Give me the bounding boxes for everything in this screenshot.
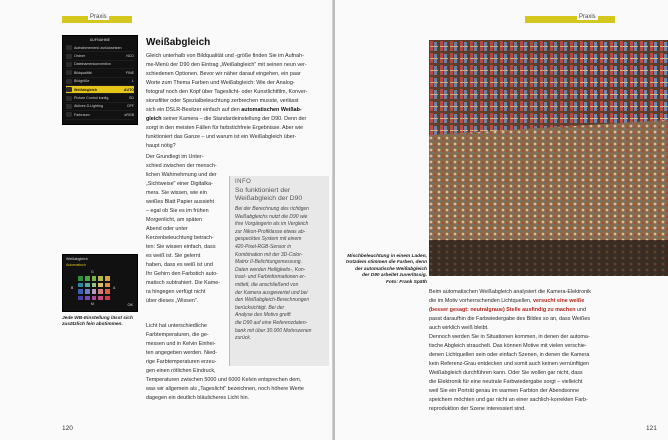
text-line: Weißabgleich durchführen kann. Oder Sie wollen gar nicht, dass [429, 370, 583, 376]
text-line: matisch subtrahiert. Die Kame- [146, 280, 220, 286]
text-line: über dieses „Wissen". [146, 298, 199, 304]
body-paragraph-narrow [146, 153, 226, 306]
camera-menu-item [66, 44, 134, 52]
text-line: rige Farbtemperaturen erzeu- [146, 359, 217, 365]
text-line: sich ein DSLR-Besitzer einfach auf den automatischen Weißab- [146, 107, 302, 113]
menu-item-icon [66, 104, 72, 109]
axis-label-m: M [91, 302, 94, 306]
info-title-line: Weißabgleich der D90 [235, 195, 303, 202]
menu-item-icon [66, 87, 72, 92]
section-heading: Weißabgleich [146, 37, 211, 48]
page-number-left: 120 [62, 425, 73, 432]
text-line: ra hingegen verfügt nicht [146, 289, 206, 295]
info-body-line: mittelt, die anschließend von [235, 281, 299, 288]
text-line: auch wirklich weiß bleibt. [429, 325, 489, 331]
intro-paragraph [146, 52, 328, 151]
text-line: gleich seiner Kamera – die Standardeinstellung der D90. Denn der [146, 116, 307, 122]
camera-menu-item [66, 94, 134, 102]
camera-menu-item [66, 69, 134, 77]
text-line: me-Menü der D90 den Eintrag „Weißabgleich" mit seinen neun ver- [146, 62, 307, 68]
grid-cell [84, 295, 91, 302]
menu-item-icon [66, 54, 72, 59]
text-line: Worte zum Thema Farben und Weißabgleich: Wie der Analog- [146, 80, 295, 86]
text-line: Abend oder unter [146, 226, 188, 232]
text-line: kein Referenz-Grau entdecken und somit auch keinen vernünftigen [429, 361, 590, 367]
menu-item-icon [66, 96, 72, 101]
text-line: speichern möchten und gar nicht an einer sachlich-korrekten Farb- [429, 397, 588, 403]
menu-item-icon [66, 45, 72, 50]
camera-menu-item [66, 103, 134, 111]
info-body-line: zurück. [235, 335, 252, 342]
text-line: Kerzenbeleuchtung betrach- [146, 235, 214, 241]
text-line: fotograf noch den Kopf über Tageslicht- oder Kunstlichtfilm, Konver- [146, 89, 308, 95]
info-body [235, 206, 324, 343]
info-body-line: den Weißabgleich-Berechnungen [235, 297, 310, 304]
info-body-line: bank mit über 30.000 Motivszenen [235, 327, 312, 334]
text-line: passt daraufhin die Farbwiedergabe des Bildes so an, dass Weißes [429, 316, 591, 322]
caption-line: Jede WB-Einstellung lässt sich [62, 316, 133, 321]
text-line: haben, dass es weiß ist und [146, 262, 213, 268]
text-line: tische Abgleich strauchelt. Das können Motive mit vielen verschie- [429, 343, 587, 349]
text-line: Gleich unterhalb von Bildqualität und -größe finden Sie im Aufnah- [146, 53, 304, 59]
info-body-line: 420-Pixel-RGB-Sensor in [235, 243, 292, 250]
camera-menu-item [66, 111, 134, 119]
text-line: die im Motiv vorherrschenden Lichtquellen, versucht eine weiße [429, 298, 585, 304]
right-body-paragraph [429, 288, 668, 414]
text-line: Der Grundlegt im Unter- [146, 154, 204, 160]
wb-screen-title: Weißabgleich [66, 257, 88, 261]
menu-item-value: sRGB [124, 112, 134, 117]
camera-menu-screenshot [62, 35, 138, 125]
white-balance-screen [62, 254, 138, 312]
menu-item-icon [66, 79, 72, 84]
text-line: dagegen ein deutlich bläulicheres Licht hin. [146, 395, 250, 401]
page-number-right: 121 [646, 425, 657, 432]
header-label-left: Praxis [90, 14, 107, 20]
text-line: ten angegeben werden. Nied- [146, 350, 218, 356]
text-line: „Sichtweise" einer Digitalka- [146, 181, 213, 187]
info-body-line: Kombination mit der 3D-Color- [235, 251, 303, 258]
info-body-line: Matrix II-Belichtungsmessung. [235, 259, 302, 266]
wb-screen-subtitle: Automatisch [66, 263, 86, 267]
axis-label-g: G [91, 270, 94, 274]
text-line: Ihr Gehirn den Farbstich auto- [146, 271, 218, 277]
text-line: ten: Sie wissen einfach, dass [146, 244, 216, 250]
camera-menu-item [66, 61, 134, 69]
text-line: haupt nötig? [146, 143, 176, 149]
camera-menu-item [66, 52, 134, 60]
text-line: lichen Wahrnehmung und der [146, 172, 217, 178]
photo-caption [345, 254, 427, 286]
info-body-line: gespecktes System mit einem [235, 236, 302, 243]
axis-label-a: A [113, 286, 116, 290]
text-line: Morgenlicht, am späten [146, 217, 203, 223]
axis-label-b: B [71, 286, 74, 290]
caption-line: Mischbeleuchtung in einem Laden, [347, 254, 427, 259]
menu-item-label: Bildqualität [74, 70, 92, 75]
text-line: Licht hat unterschiedliche [146, 323, 207, 329]
text-line: Temperaturen zwischen 5000 und 6000 Kelvin entsprechen dem, [146, 377, 302, 383]
text-line: sorgt in den meisten Fällen für farbstichfreie Ergebnisse. Aber wie [146, 125, 304, 131]
text-line: weißes Blatt Papier aussieht [146, 199, 215, 205]
grid-cell [91, 295, 98, 302]
left-page [0, 0, 333, 440]
info-body-line: zur Nikon-Profiklasse etwas ab- [235, 228, 306, 235]
header-bar-right [525, 16, 615, 23]
info-box [229, 176, 329, 366]
caption-line: Foto: Frank Späth [385, 279, 427, 285]
text-line: gen einen rötlichen Eindruck, [146, 368, 216, 374]
camera-menu-list [66, 44, 134, 120]
menu-item-value: OFF [126, 104, 134, 109]
text-line: funktioniert das Ganze – und warum ist ein Weißabgleich über- [146, 134, 297, 140]
caption-line: der automatische Weißabgleich [355, 266, 427, 272]
info-body-line: der Kamera ausgewertet und bei [235, 289, 308, 296]
menu-item-label: Farbraum [74, 112, 90, 117]
info-body-line: ihre Vorgängerin als im Vergleich [235, 221, 309, 228]
info-body-line: trast- und Farbinformationen er- [235, 274, 306, 281]
menu-item-value: FINE [125, 70, 134, 75]
caption-line: trotzdem stimmen die Farben, denn [345, 260, 427, 266]
shop-photo [429, 40, 668, 276]
text-line: Dennoch werden Sie in Situationen kommen, in denen der automa- [429, 334, 590, 340]
grid-cell [77, 295, 84, 302]
info-body-line: die D90 auf eine Referenzdaten- [235, 319, 308, 326]
camera-menu-item [66, 78, 134, 86]
info-body-line: Weißabgleichs nutzt die D90 wie [235, 213, 308, 220]
menu-item-label: Dateinamenkonvention [74, 62, 111, 67]
text-line: – egal ob Sie es im frühen [146, 208, 209, 214]
text-line: schiedenen Optionen. Bevor wir näher darauf eingehen, ein paar [146, 71, 301, 77]
wb-screen-caption [62, 316, 152, 329]
menu-item-label: Bildgröße [74, 79, 90, 84]
header-label-right: Praxis [579, 14, 596, 20]
info-title-line: So funktioniert der [235, 187, 291, 194]
menu-item-label: Ordner [74, 54, 86, 59]
camera-menu-title: AUFNAHME [89, 38, 111, 42]
info-body-line: Bei der Berechnung des richtigen [235, 206, 309, 212]
menu-item-value: NCD [126, 54, 134, 59]
right-page [335, 0, 668, 440]
menu-item-icon [66, 70, 72, 75]
info-body-line: berücksichtigt. Bei der [235, 304, 285, 311]
caption-line: zusätzlich fein abstimmen. [62, 322, 123, 328]
menu-item-icon [66, 112, 72, 117]
text-line: schied zwischen der mensch- [146, 163, 217, 169]
text-line: mera. Sie wissen, wie ein [146, 190, 207, 196]
menu-item-label: Aufnahmemenü zurücksetzen [74, 45, 122, 50]
text-line: die Elektronik für eine neutrale Farbwiedergabe sorgt – vielleicht [429, 379, 583, 385]
ok-label: OK [127, 303, 133, 307]
menu-item-label: Picture Control konfig. [74, 96, 110, 101]
menu-item-icon [66, 62, 72, 67]
text-line: weil Sie ein Porträt genau im warmen Farbton der Abendsonne [429, 388, 580, 394]
grid-cell [104, 295, 111, 302]
info-body-line: Daten werden Helligkeits-, Kon- [235, 266, 306, 273]
text-line: sionsfilter oder Spezialbeleuchtung zerbrechen musste, verlässt [146, 98, 299, 104]
menu-item-label: Weißabgleich [74, 87, 98, 92]
text-line: (besser gesagt: neutralgraue) Stelle ausfindig zu machen und [429, 307, 586, 313]
text-line: messen und in Kelvin Einhei- [146, 341, 216, 347]
color-tuning-grid [77, 275, 111, 301]
info-body-line: Analyse des Motivs greift [235, 312, 291, 319]
text-line: was wir allgemein als „Tageslicht" bezeichnen, noch höhere Werte [146, 386, 304, 392]
shop-photo-image [429, 40, 668, 276]
menu-item-value: SD [129, 96, 134, 101]
menu-item-value: AUTO [123, 87, 134, 92]
text-line: denen Lichtquellen sein oder einfach Szenen, in denen die Kamera [429, 352, 590, 358]
text-line: es weiß ist. Sie gelernt [146, 253, 201, 259]
info-tag: INFO [235, 179, 252, 185]
text-line: reproduktion der Szene interessiert sind. [429, 406, 526, 412]
info-title [235, 187, 324, 203]
menu-item-label: Aktives D-Lighting [74, 104, 103, 109]
caption-line: der D90 arbeitet zuverlässig. [361, 273, 427, 279]
camera-menu-item [66, 86, 134, 94]
menu-item-value: L [132, 79, 134, 84]
grid-cell [97, 295, 104, 302]
text-line: Beim automatischen Weißabgleich analysiert die Kamera-Elektronik [429, 289, 591, 295]
text-line: Farbtemperaturen, die ge- [146, 332, 209, 338]
